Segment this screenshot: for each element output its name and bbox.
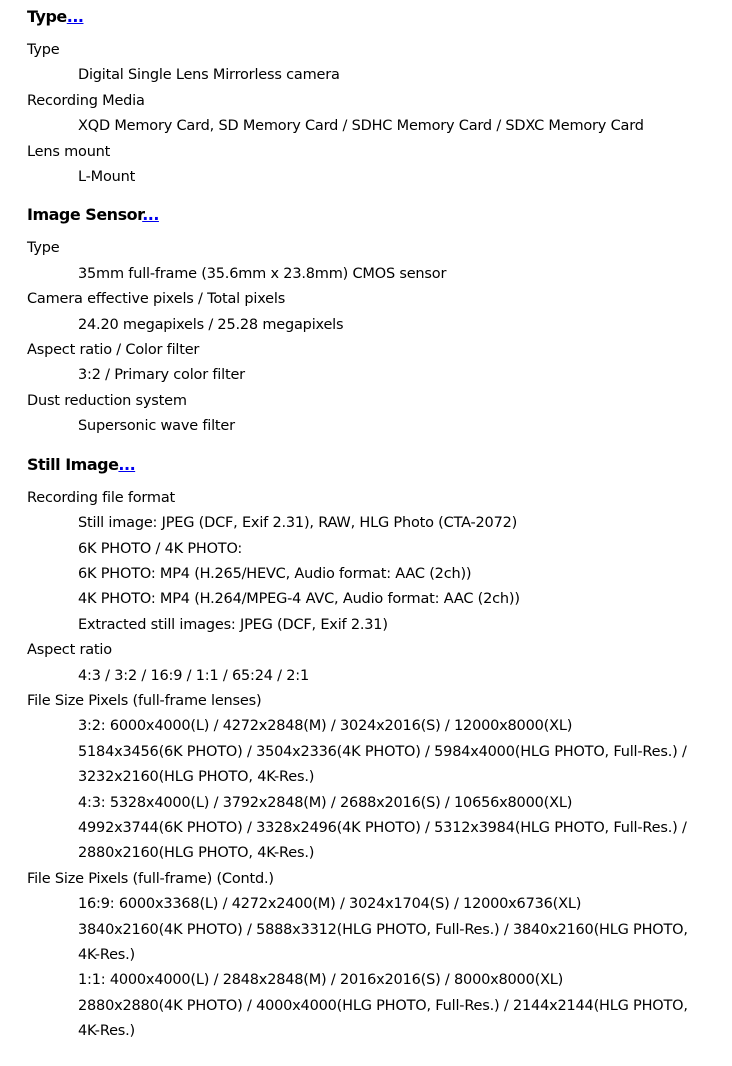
spec-value: 4992x3744(6K PHOTO) / 3328x2496(4K PHOTO) / 5312x3984(HLG PHOTO, Full-Res.) / 2880x2160(HLG PHOTO, 4K-Res.) [78,819,687,862]
spec-term: File Size Pixels (full-frame lenses) [27,692,262,709]
spec-value: 24.20 megapixels / 25.28 megapixels [78,316,344,333]
section-title-type [27,0,732,28]
spec-value: 6K PHOTO / 4K PHOTO: [78,540,243,557]
spec-value: 35mm full-frame (35.6mm x 23.8mm) CMOS sensor [78,265,447,282]
spec-term: Recording Media [27,92,145,109]
spec-value: 4:3: 5328x4000(L) / 3792x2848(M) / 2688x2016(S) / 10656x8000(XL) [78,794,573,811]
section-title-text: Image Sensor [27,205,143,225]
spec-value: 4:3 / 3:2 / 16:9 / 1:1 / 65:24 / 2:1 [78,667,310,684]
section-more-link[interactable]: ... [142,205,159,225]
spec-value: 3:2: 6000x4000(L) / 4272x2848(M) / 3024x2016(S) / 12000x8000(XL) [78,718,573,735]
spec-value: L-Mount [78,169,136,186]
spec-value: 16:9: 6000x3368(L) / 4272x2400(M) / 3024x1704(S) / 12000x6736(XL) [78,896,582,913]
spec-list [27,28,732,190]
spec-value: Still image: JPEG (DCF, Exif 2.31), RAW, HLG Photo (CTA-2072) [78,515,518,532]
spec-value: 2880x2880(4K PHOTO) / 4000x4000(HLG PHOTO, Full-Res.) / 2144x2144(HLG PHOTO, 4K-Res.) [78,997,688,1040]
spec-list [27,476,732,1045]
spec-term: Dust reduction system [27,392,187,409]
section-title-image-sensor [27,190,732,226]
spec-value: Extracted still images: JPEG (DCF, Exif 2.31) [78,616,388,633]
section-title-text: Type [27,7,67,26]
spec-term: Aspect ratio [27,642,112,659]
spec-value: Supersonic wave filter [78,418,235,435]
spec-term: Type [27,240,60,257]
spec-value: XQD Memory Card, SD Memory Card / SDHC Memory Card / SDXC Memory Card [78,118,644,135]
spec-value: 3:2 / Primary color filter [78,367,245,384]
section-more-link[interactable]: ... [118,454,136,474]
spec-value: Digital Single Lens Mirrorless camera [78,67,340,84]
spec-term: Lens mount [27,143,111,160]
spec-value: 3840x2160(4K PHOTO) / 5888x3312(HLG PHOTO, Full-Res.) / 3840x2160(HLG PHOTO, 4K-Res.) [78,921,688,963]
spec-value: 4K PHOTO: MP4 (H.264/MPEG-4 AVC, Audio format: AAC (2ch)) [78,591,520,608]
section-image-sensor [27,190,732,439]
spec-term: Aspect ratio / Color filter [27,342,200,359]
section-title-text: Still Image [27,454,119,474]
section-type [27,0,732,190]
spec-term: File Size Pixels (full-frame) (Contd.) [27,870,274,887]
spec-value: 1:1: 4000x4000(L) / 2848x2848(M) / 2016x2016(S) / 8000x8000(XL) [78,972,564,989]
spec-term: Recording file format [27,489,176,506]
section-title-still-image [27,440,732,476]
spec-value: 6K PHOTO: MP4 (H.265/HEVC, Audio format: AAC (2ch)) [78,565,472,582]
section-still-image [27,440,732,1045]
section-more-link[interactable]: ... [66,7,84,26]
spec-term: Type [27,42,60,58]
spec-term: Camera effective pixels / Total pixels [27,291,286,308]
spec-value: 5184x3456(6K PHOTO) / 3504x2336(4K PHOTO) / 5984x4000(HLG PHOTO, Full-Res.) / 3232x2160(HLG PHOTO, 4K-Res.) [78,743,687,786]
spec-list [27,226,732,439]
